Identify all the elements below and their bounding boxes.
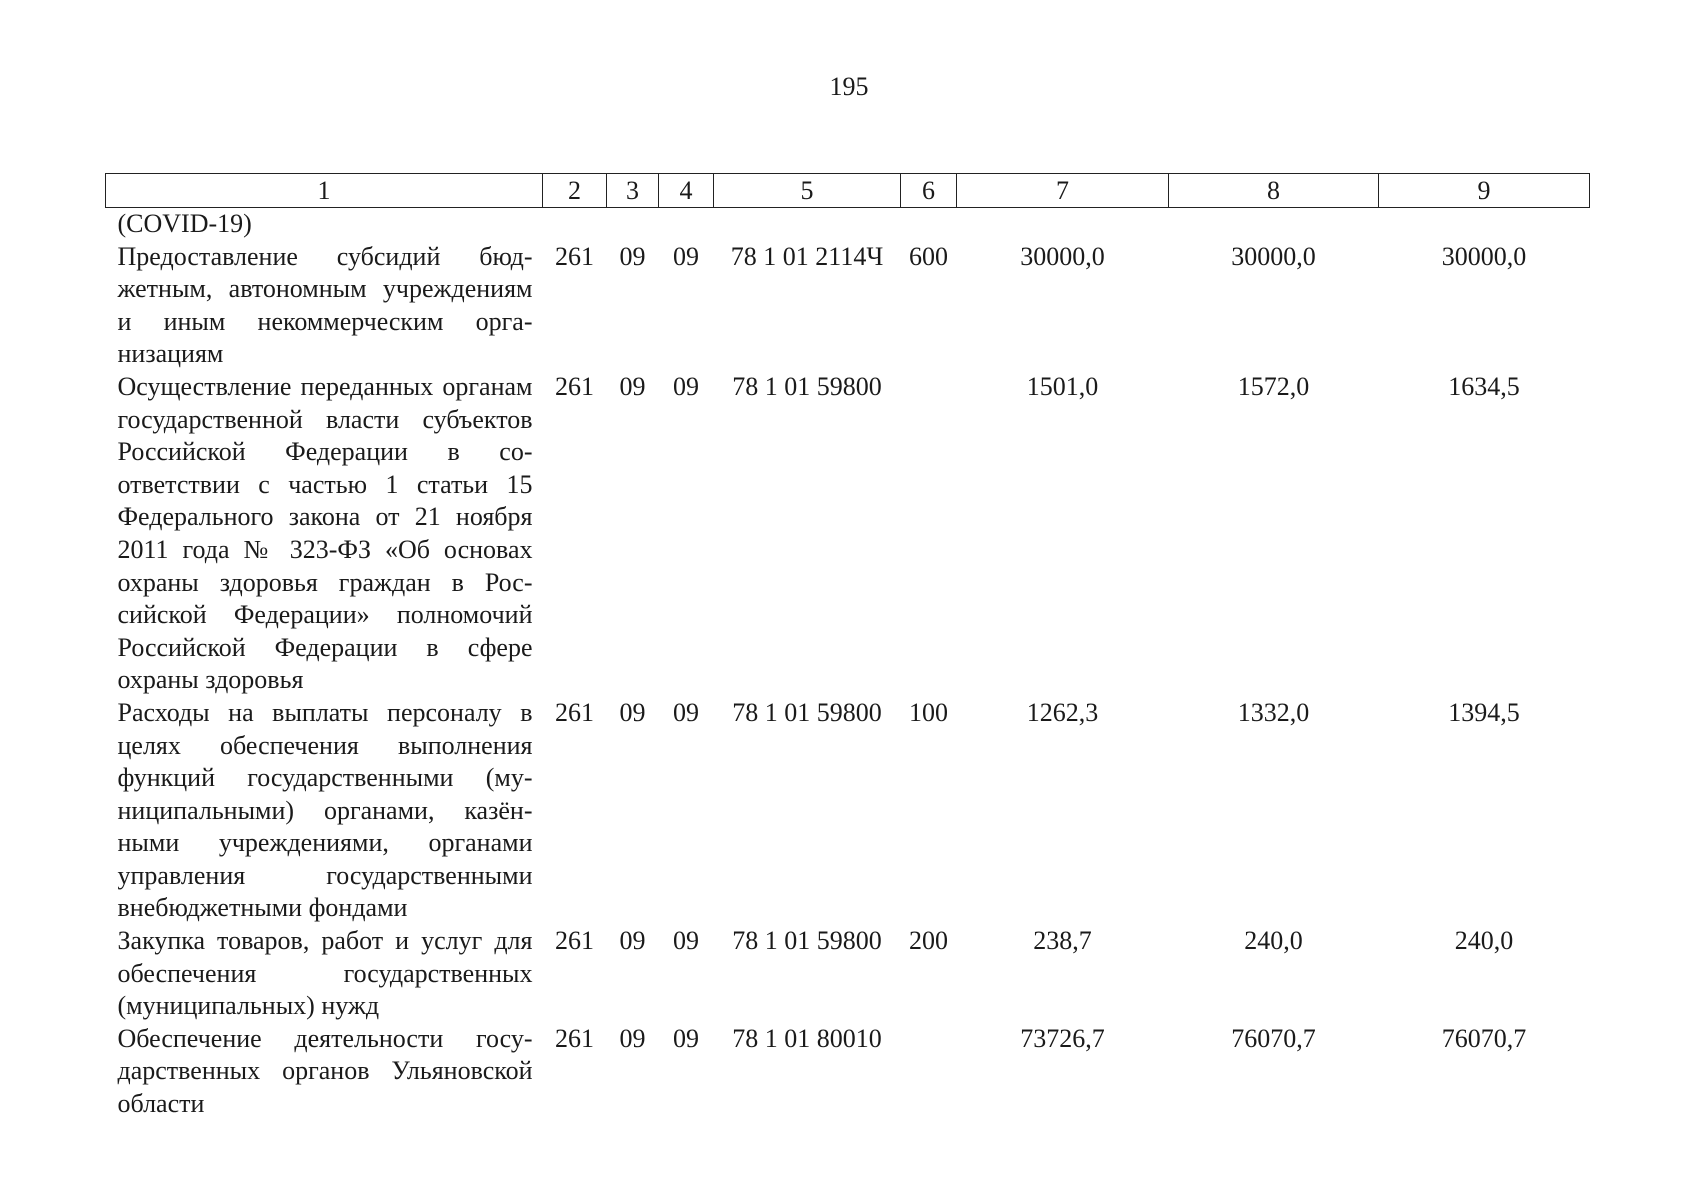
cell-target-article: 78 1 01 80010: [732, 1023, 882, 1053]
row-description: Расходы на выплаты персоналу в целях обеспечения выполнения функций государственными (муниципальными) органами, казёнными учреждениями, органами управления государственными внебюджетными фондами: [117, 697, 533, 923]
cell-target-article: 78 1 01 59800: [732, 697, 882, 727]
cell-expense-type: 600: [909, 241, 948, 271]
cell-amount-7: 238,7: [1033, 926, 1092, 956]
header-row: [106, 174, 1590, 208]
cell-amount-9: 240,0: [1454, 926, 1514, 956]
row-description: Предоставление субсидий бюджетным, автономным учреждениям и иным некоммерческим организациям: [117, 241, 533, 369]
column-header-7: 7: [957, 174, 1169, 208]
column-header-9: 9: [1379, 174, 1590, 208]
cell-amount-8: 76070,7: [1231, 1023, 1316, 1053]
cell-expense-type: [901, 1023, 957, 1121]
cell-section: 09: [619, 371, 646, 401]
cell-target-article: [714, 208, 901, 241]
table-row: [106, 925, 1590, 1023]
cell-ministry: 261: [555, 241, 594, 271]
column-header-8: 8: [1169, 174, 1379, 208]
cell-target-article: 78 1 01 2114Ч: [730, 241, 884, 271]
cell-target-article: 78 1 01 59800: [732, 926, 882, 956]
budget-table: [105, 173, 1590, 1121]
cell-amount-9: [1379, 208, 1590, 241]
cell-ministry: [543, 208, 607, 241]
cell-expense-type: [901, 371, 957, 697]
column-header-6: 6: [901, 174, 957, 208]
cell-ministry: 261: [555, 697, 594, 727]
cell-amount-7: 1501,0: [1026, 371, 1099, 401]
cell-subsection: 09: [673, 926, 699, 956]
row-description: Обеспечение деятельности государственных органов Ульяновской области: [117, 1023, 533, 1119]
cell-ministry: 261: [555, 1023, 594, 1053]
table-row: [106, 371, 1590, 697]
cell-target-article: 78 1 01 59800: [732, 371, 882, 401]
cell-ministry: 261: [555, 926, 594, 956]
cell-subsection: [659, 208, 714, 241]
cell-expense-type: [901, 208, 957, 241]
cell-section: 09: [619, 697, 646, 727]
row-description: Осуществление переданных органам государственной власти субъектов Российской Федерации в соответствии с частью 1 статьи 15 Федерального закона от 21 ноября 2011 года № 323-ФЗ «Об основах охраны здоровья граждан в Российской Федерации» полномочий Российской Федерации в сфере охраны здоровья: [117, 371, 533, 695]
row-description: (COVID-19): [117, 209, 252, 238]
cell-amount-9: 1634,5: [1448, 371, 1520, 401]
table-row: [106, 241, 1590, 371]
cell-amount-9: 1394,5: [1448, 697, 1520, 727]
table-header: [106, 174, 1590, 208]
cell-amount-7: 73726,7: [1020, 1023, 1105, 1053]
table-row: [106, 1023, 1590, 1121]
table-row: [106, 697, 1590, 925]
cell-section: [607, 208, 659, 241]
cell-amount-7: 1262,3: [1026, 697, 1099, 727]
page-number: 195: [829, 72, 869, 101]
cell-section: 09: [619, 241, 646, 271]
cell-expense-type: 200: [909, 926, 948, 956]
table-row: [106, 208, 1590, 241]
cell-amount-8: 1332,0: [1237, 697, 1310, 727]
column-header-2: 2: [543, 174, 607, 208]
column-header-5: 5: [714, 174, 901, 208]
column-header-3: 3: [607, 174, 659, 208]
row-description: Закупка товаров, работ и услуг для обеспечения государственных (муниципальных) нужд: [117, 926, 533, 1021]
cell-subsection: 09: [673, 697, 699, 727]
cell-amount-9: 30000,0: [1441, 241, 1527, 271]
cell-amount-8: 30000,0: [1231, 241, 1316, 271]
cell-amount-7: [957, 208, 1169, 241]
column-header-4: 4: [659, 174, 714, 208]
cell-expense-type: 100: [909, 697, 948, 727]
column-header-1: 1: [106, 174, 543, 208]
cell-amount-9: 76070,7: [1441, 1023, 1527, 1053]
cell-subsection: 09: [673, 241, 699, 271]
cell-section: 09: [619, 926, 646, 956]
cell-amount-8: 1572,0: [1237, 371, 1310, 401]
cell-subsection: 09: [673, 371, 699, 401]
cell-amount-8: [1169, 208, 1379, 241]
cell-ministry: 261: [555, 371, 594, 401]
cell-amount-7: 30000,0: [1020, 241, 1105, 271]
table-body: [106, 208, 1590, 1121]
cell-amount-8: 240,0: [1244, 926, 1303, 956]
cell-subsection: 09: [673, 1023, 699, 1053]
cell-section: 09: [619, 1023, 646, 1053]
